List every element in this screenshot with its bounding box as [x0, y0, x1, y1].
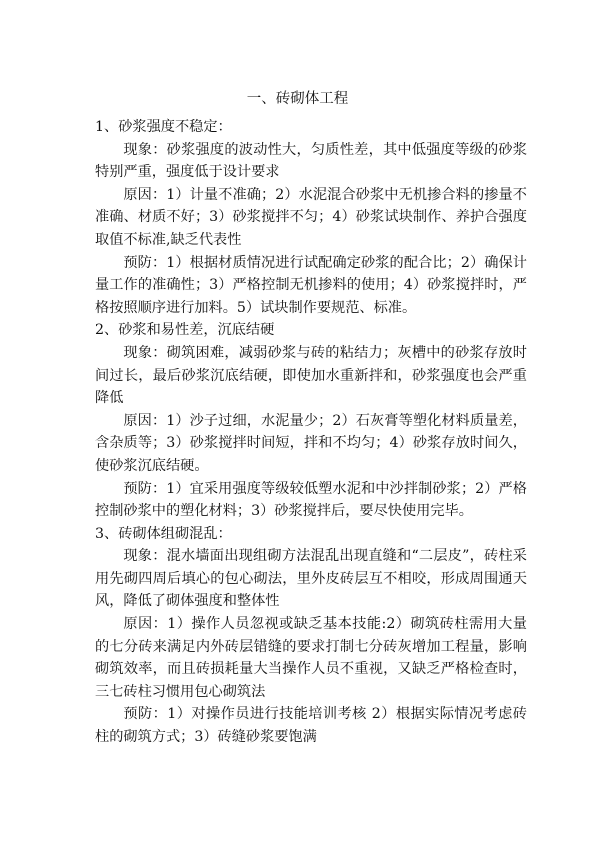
phenomenon-paragraph: 现象：混水墙面出现组砌方法混乱出现直缝和“二层皮”，砖柱采用先砌四周后填心的包心砌法，里外皮砖层互不相咬，形成周围通天风，降低了砌体强度和整体性 [95, 548, 527, 610]
section-heading: 3、砖砌体组砌混乱： [95, 525, 232, 542]
document-body [95, 116, 527, 749]
prevention-paragraph: 预防：1）根据材质情况进行试配确定砂浆的配合比；2）确保计量工作的准确性；3）严格控制无机掺料的使用；4）砂浆搅拌时，严格按照顺序进行加料。5）试块制作要规范、标准。 [95, 254, 527, 316]
cause-paragraph: 原因：1）操作人员忽视或缺乏基本技能:2）砌筑砖柱需用大量的七分砖来满足内外砖层错缝的要求打制七分砖灰增加工程量，影响砌筑效率，而且砖损耗量大当操作人员不重视，又缺乏严格检查时，三七砖柱习惯用包心砌筑法 [95, 616, 527, 700]
section-mortar-strength [95, 116, 527, 319]
section-masonry-bonding [95, 523, 527, 749]
cause-paragraph: 原因：1）沙子过细，水泥量少；2）石灰膏等塑化材料质量差，含杂质等；3）砂浆搅拌时间短，拌和不均匀；4）砂浆存放时间久，使砂浆沉底结硬。 [95, 412, 527, 474]
phenomenon-paragraph: 现象：砌筑困难，减弱砂浆与砖的粘结力；灰槽中的砂浆存放时间过长，最后砂浆沉底结硬，即使加水重新拌和，砂浆强度也会严重降低 [95, 344, 527, 407]
prevention-paragraph: 预防：1）对操作员进行技能培训考核 2）根据实际情况考虑砖柱的砌筑方式；3）砖缝砂浆要饱满 [95, 706, 527, 746]
prevention-paragraph: 预防：1）宜采用强度等级较低塑水泥和中沙拌制砂浆；2）严格控制砂浆中的塑化材料；3）砂浆搅拌后，要尽快使用完毕。 [95, 480, 527, 520]
section-heading: 1、砂浆强度不稳定： [95, 119, 232, 135]
section-heading: 2、砂浆和易性差，沉底结硬 [95, 322, 275, 339]
section-mortar-workability [95, 319, 527, 522]
phenomenon-paragraph: 现象：砂浆强度的波动性大，匀质性差，其中低强度等级的砂浆特别严重，强度低于设计要求 [95, 141, 527, 181]
document-title: 一、砖砌体工程 [246, 91, 349, 107]
cause-paragraph: 原因：1）计量不准确；2）水泥混合砂浆中无机掺合料的掺量不准确、材质不好；3）砂浆搅拌不匀；4）砂浆试块制作、养护合强度取值不标准,缺乏代表性 [95, 186, 527, 248]
